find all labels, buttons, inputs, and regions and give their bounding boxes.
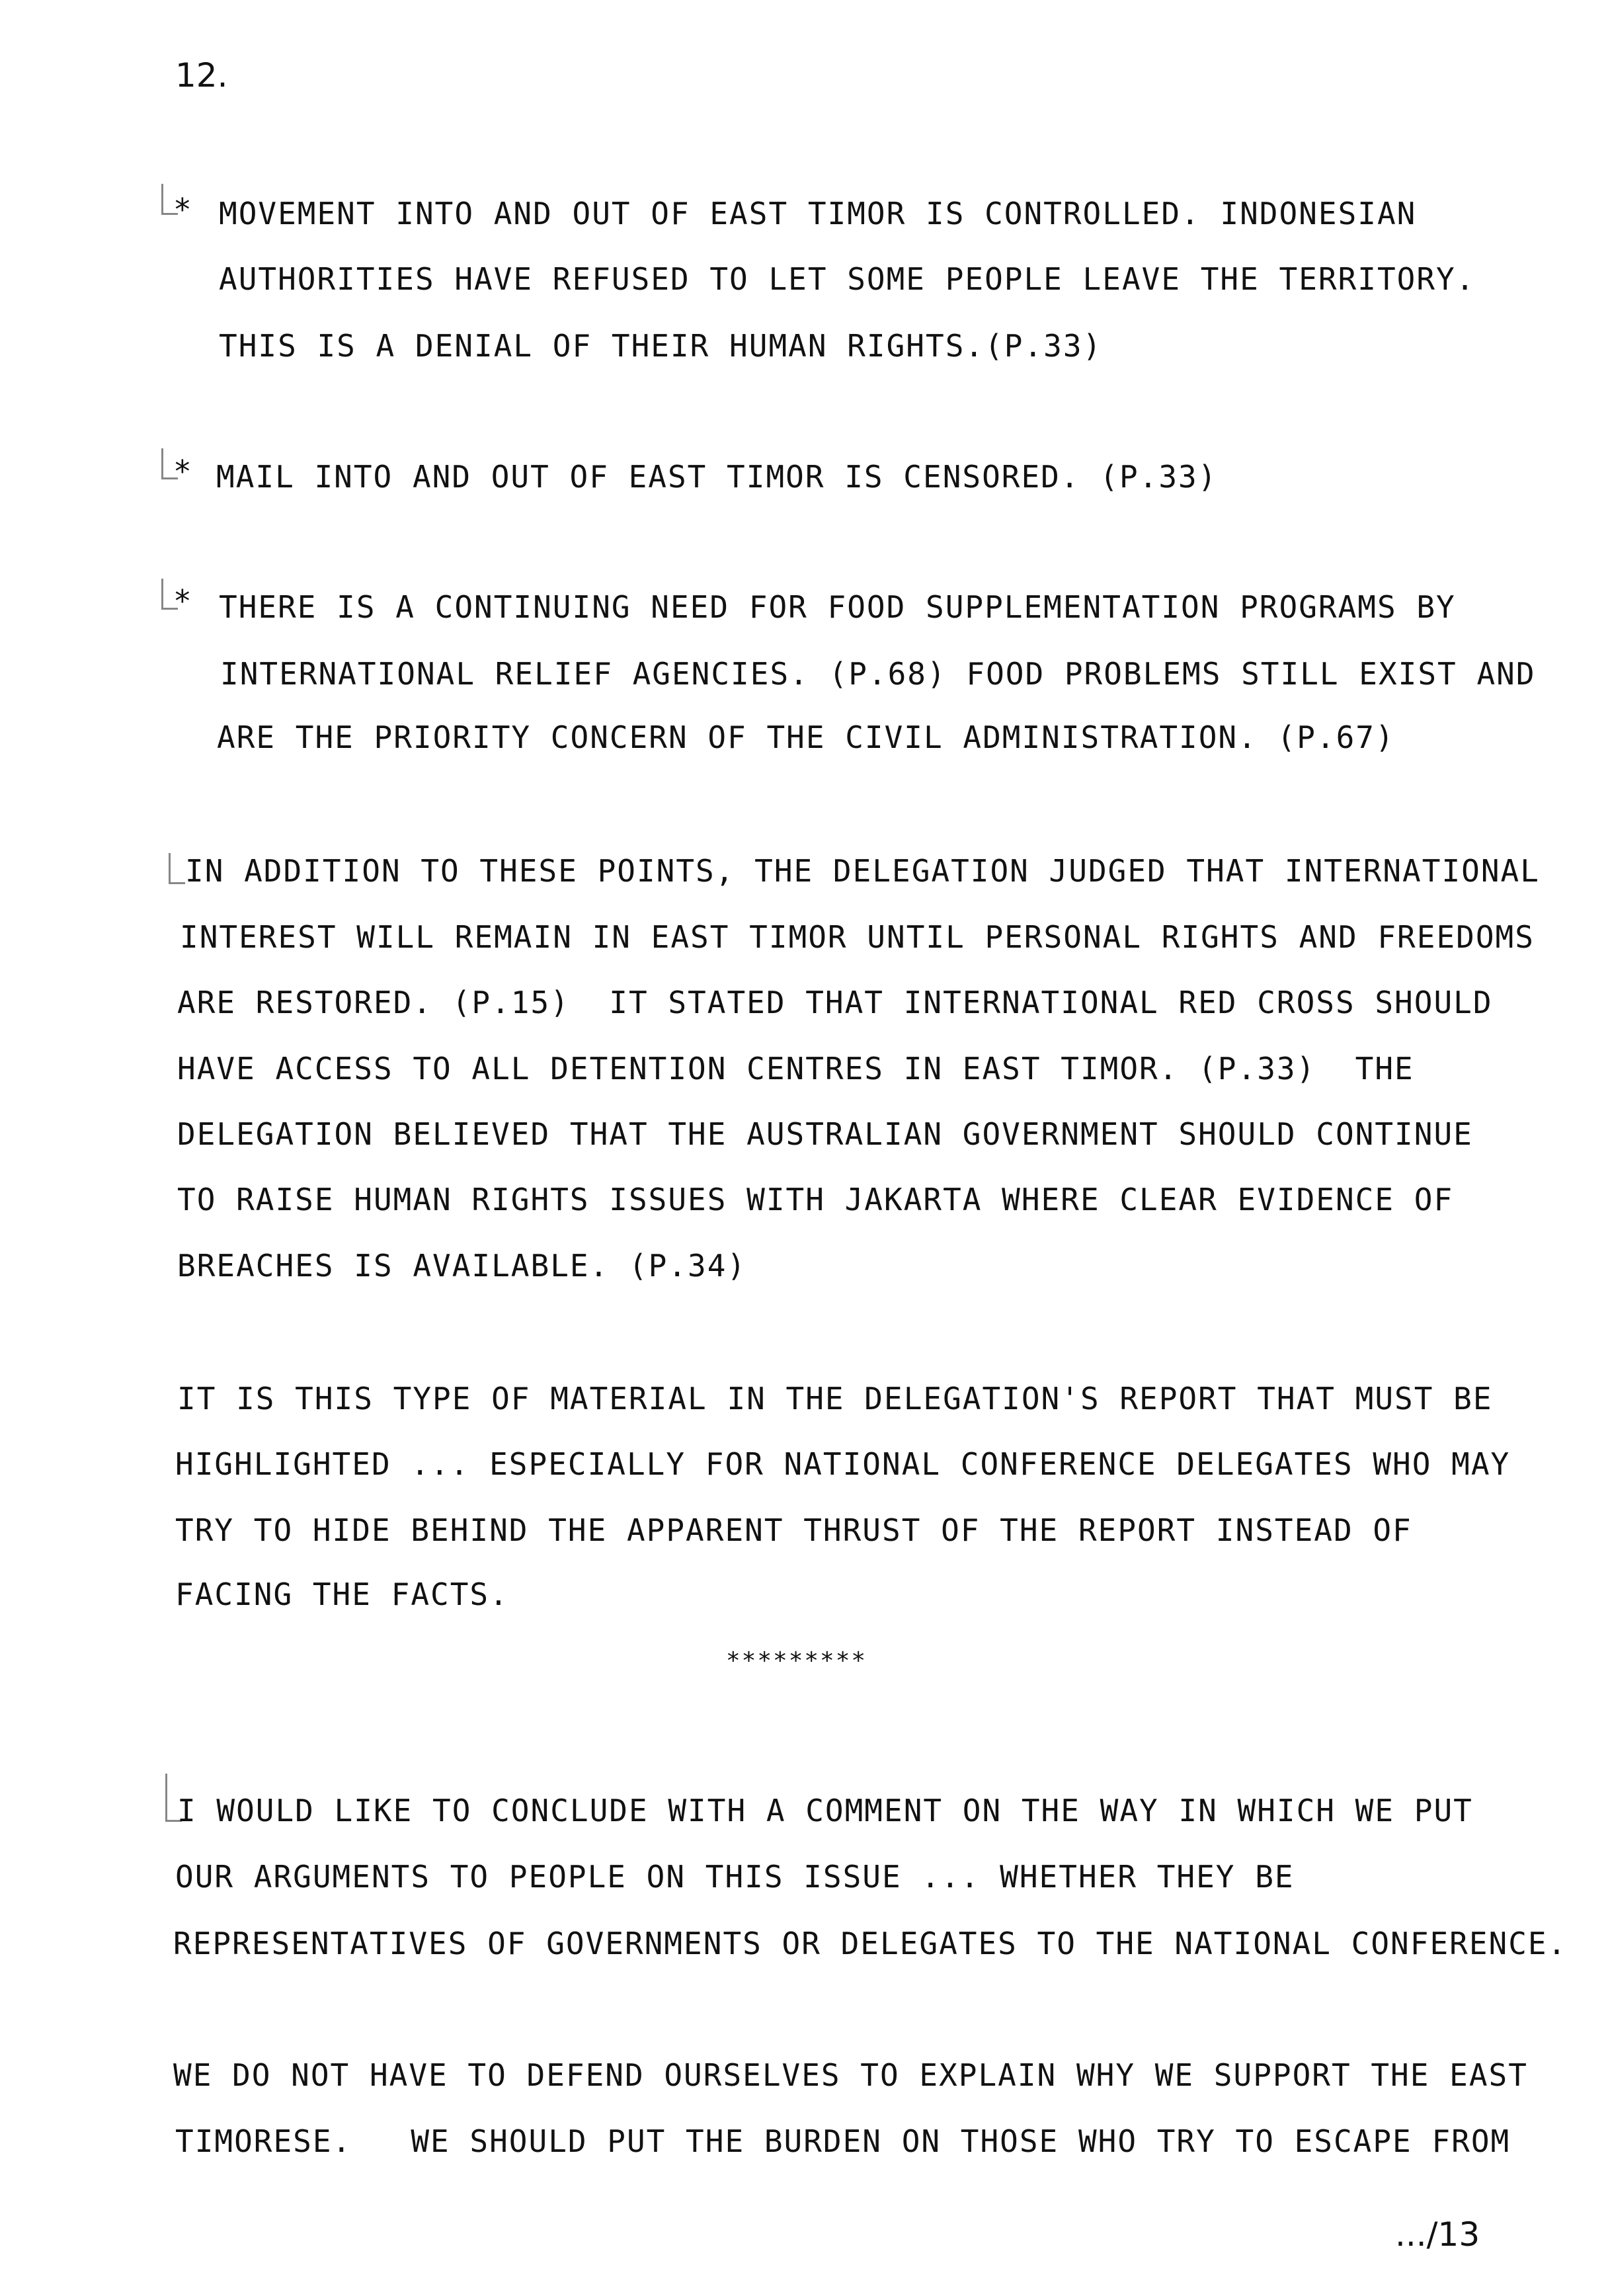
text-line: TRY TO HIDE BEHIND THE APPARENT THRUST OF THE REPORT INSTEAD OF bbox=[175, 1512, 1412, 1548]
text-line: AUTHORITIES HAVE REFUSED TO LET SOME PEOPLE LEAVE THE TERRITORY. bbox=[219, 261, 1476, 297]
text-line: THIS IS A DENIAL OF THEIR HUMAN RIGHTS.(P.33) bbox=[219, 328, 1103, 364]
text-line: I WOULD LIKE TO CONCLUDE WITH A COMMENT ON THE WAY IN WHICH WE PUT bbox=[177, 1793, 1473, 1828]
text-line: INTEREST WILL REMAIN IN EAST TIMOR UNTIL PERSONAL RIGHTS AND FREEDOMS bbox=[180, 919, 1535, 955]
text-line: FACING THE FACTS. bbox=[175, 1577, 509, 1612]
text-line: TO RAISE HUMAN RIGHTS ISSUES WITH JAKARTA WHERE CLEAR EVIDENCE OF bbox=[177, 1182, 1454, 1217]
text-line: ARE RESTORED. (P.15) IT STATED THAT INTERNATIONAL RED CROSS SHOULD bbox=[177, 985, 1493, 1020]
continuation-marker: .../13 bbox=[1395, 2215, 1480, 2254]
text-line: REPRESENTATIVES OF GOVERNMENTS OR DELEGATES TO THE NATIONAL CONFERENCE. bbox=[173, 1926, 1568, 1961]
text-line: BREACHES IS AVAILABLE. (P.34) bbox=[177, 1248, 747, 1284]
section-separator: ********* bbox=[726, 1647, 867, 1674]
text-line: WE DO NOT HAVE TO DEFEND OURSELVES TO EXPLAIN WHY WE SUPPORT THE EAST bbox=[173, 2057, 1528, 2093]
text-line: IT IS THIS TYPE OF MATERIAL IN THE DELEGATION'S REPORT THAT MUST BE bbox=[177, 1381, 1493, 1416]
text-line: DELEGATION BELIEVED THAT THE AUSTRALIAN GOVERNMENT SHOULD CONTINUE bbox=[177, 1116, 1473, 1152]
text-line: MAIL INTO AND OUT OF EAST TIMOR IS CENSORED. (P.33) bbox=[216, 459, 1218, 495]
text-line: HIGHLIGHTED ... ESPECIALLY FOR NATIONAL CONFERENCE DELEGATES WHO MAY bbox=[175, 1446, 1511, 1482]
margin-bracket bbox=[169, 853, 185, 884]
text-line: TIMORESE. WE SHOULD PUT THE BURDEN ON THOSE WHO TRY TO ESCAPE FROM bbox=[175, 2123, 1511, 2159]
text-line: HAVE ACCESS TO ALL DETENTION CENTRES IN EAST TIMOR. (P.33) THE bbox=[177, 1051, 1414, 1086]
text-line: INTERNATIONAL RELIEF AGENCIES. (P.68) FOOD PROBLEMS STILL EXIST AND bbox=[220, 656, 1536, 692]
bullet-marker: * bbox=[173, 454, 192, 489]
text-line: IN ADDITION TO THESE POINTS, THE DELEGATION JUDGED THAT INTERNATIONAL bbox=[185, 853, 1540, 889]
text-line: OUR ARGUMENTS TO PEOPLE ON THIS ISSUE ... WHETHER THEY BE bbox=[175, 1859, 1295, 1895]
bullet-marker: * bbox=[173, 192, 192, 227]
text-line: ARE THE PRIORITY CONCERN OF THE CIVIL ADMINISTRATION. (P.67) bbox=[217, 719, 1395, 755]
page-number: 12. bbox=[175, 56, 228, 95]
bullet-marker: * bbox=[173, 583, 192, 619]
text-line: THERE IS A CONTINUING NEED FOR FOOD SUPPLEMENTATION PROGRAMS BY bbox=[219, 589, 1456, 625]
text-line: MOVEMENT INTO AND OUT OF EAST TIMOR IS CONTROLLED. INDONESIAN bbox=[219, 196, 1417, 231]
